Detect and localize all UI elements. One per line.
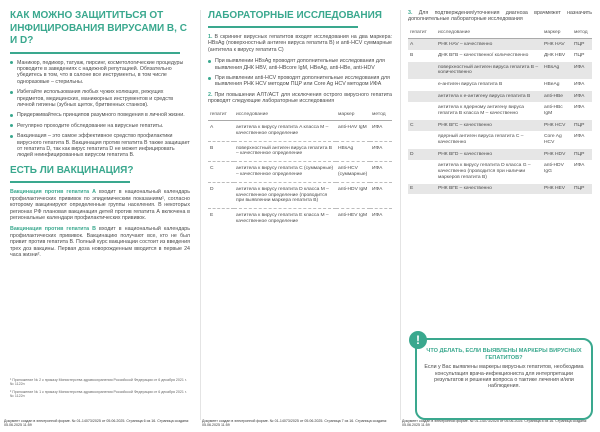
cell-hepatitis: E [408, 183, 436, 195]
list-item: Вакцинация – это самое эффективное средство профилактики вирусного гепатита B. Вакцинация против гепатита B также защищает от гепатита D, так как вирус гепатита D не может инфицировать людей неинфицированных вирусом гепатита B. [10, 133, 190, 159]
cell-study: антитела к e-антигену вируса гепатита B [436, 91, 542, 103]
cell-study: РНК ВГС – качественно [436, 120, 542, 132]
footnote-1: ¹ Приложение № 2 к приказу Министерства здравоохранения Российской Федерации от 6 декабря 2021 г. № 1122н [10, 378, 187, 387]
cell-method: ПЦР [572, 183, 592, 195]
lab-title: ЛАБОРАТОРНЫЕ ИССЛЕДОВАНИЯ [208, 10, 382, 21]
cell-method: ИФА [572, 62, 592, 79]
table-row [208, 162, 392, 183]
cell-study: e-антиген вируса гепатита B [436, 79, 542, 91]
alt-ast-text: При повышении АЛТ/АСТ для исключения острого вирусного гепатита проводят следующие лабораторные исследования [208, 91, 392, 105]
screening-paragraph [208, 34, 392, 53]
cell-method: ИФА [572, 91, 592, 103]
acute-hepatitis-table [208, 110, 392, 229]
cell-method: ИФА [372, 166, 383, 172]
cell-hepatitis: C [210, 166, 214, 172]
table-row [408, 183, 592, 195]
cell-marker: HBsAg [542, 62, 572, 79]
table-row [408, 62, 592, 79]
cell-study: ДНК ВГВ – качественно/ количественно [436, 50, 542, 62]
protection-list [10, 60, 190, 159]
document-stamp: Документ создан в электронной форме. № 01-14073/2025 от 05.06.2025. Страница 7 из 16. Страница создана: 05.06.2025 11:59 [202, 419, 388, 428]
footnotes [10, 378, 190, 398]
list-item: Придерживайтесь принципов разумного поведения в личной жизни. [10, 112, 190, 118]
cell-method: ПЦР [572, 50, 592, 62]
cell-method: ИФА [372, 213, 383, 219]
vaccination-b-paragraph [10, 226, 190, 258]
cell-hepatitis: D [210, 186, 214, 192]
header-marker: маркер [336, 110, 370, 121]
exclamation-icon: ! [409, 331, 427, 349]
table-row [408, 79, 592, 91]
cell-marker: Core Ag HCV [542, 131, 572, 148]
table-row [208, 141, 392, 162]
cell-study: поверхностный антиген вируса гепатита B – качественное определение [236, 145, 333, 157]
document-stamp: Документ создан в электронной форме. № 01-14073/2025 от 05.06.2025. Страница 8 из 16. Страница создана: 05.06.2025 11:59 [402, 419, 588, 428]
cell-method: ИФА [572, 79, 592, 91]
header-hepatitis: гепатит [208, 110, 234, 121]
markers-callout [415, 333, 593, 420]
header-method: метод [370, 110, 392, 121]
header-hepatitis: гепатит [408, 28, 436, 39]
item-number: 1. [208, 34, 213, 40]
cell-method: ПЦР [572, 120, 592, 132]
header-method: метод [572, 28, 592, 39]
cell-hepatitis [408, 102, 436, 119]
confirmation-paragraph [408, 10, 592, 23]
cell-method: ИФА [572, 102, 592, 119]
cell-method: ИФА [572, 160, 592, 183]
callout-title: ЧТО ДЕЛАТЬ, ЕСЛИ ВЫЯВЛЕНЫ МАРКЕРЫ ВИРУСНЫХ ГЕПАТИТОВ? [426, 348, 582, 361]
list-item: Избегайте использования любых чужих колющих, режущих предметов, медицинских, маникюрных инструментов и средств личной гигиены (зубных щеток, бритвенных станков). [10, 89, 190, 108]
table-header-row [208, 110, 392, 121]
middle-column [202, 0, 398, 432]
cell-study: антитела к вирусу гепатита C (суммарные) – качественное определение [236, 166, 334, 177]
cell-method: ПЦР [572, 39, 592, 51]
cell-method: ИФА [372, 186, 383, 192]
cell-marker: РНК HCV [542, 120, 572, 132]
cell-study: антитела к вирусу гепатита E класса M – качественное определение [236, 213, 329, 224]
cell-hepatitis: B [408, 50, 436, 62]
cell-method: ИФА [372, 145, 383, 151]
cell-marker: РНК HAV [542, 39, 572, 51]
cell-marker: anti-HDV IgG [542, 160, 572, 183]
cell-marker: anti-HBc IgM [542, 102, 572, 119]
table-row [408, 160, 592, 183]
cell-marker: anti-HBe [542, 91, 572, 103]
confirmation-text: Для подтверждения/уточнения диагноза врачмежет назначить дополнительные лабораторные исследования [408, 10, 592, 23]
document-stamp: Документ создан в электронной форме. № 01-14073/2025 от 05.06.2025. Страница 6 из 16. Страница создана: 05.06.2025 11:59 [4, 419, 190, 428]
table-row [408, 120, 592, 132]
cell-marker: HBeAg [542, 79, 572, 91]
callout-text: Если у Вас выявлены маркеры вирусных гепатитов, необходима консультация врача-инфекциониста для интерпретации результатов и решения вопроса о тактике лечения и/или наблюдения. [424, 364, 584, 390]
confirmation-table [408, 28, 592, 196]
screening-text: В скрининг вирусных гепатитов входят исследования на два маркера: HBsAg (поверхностный антиген вируса гепатита B) и anti-HCV суммарные (антитела к вирусу гепатита C) [208, 34, 392, 53]
table-row [408, 131, 592, 148]
cell-study: ядерный антиген вируса гепатита C – качественно [436, 131, 542, 148]
cell-method: ПЦР [572, 149, 592, 161]
item-number: 2. [208, 91, 213, 98]
item-number: 3. [408, 10, 413, 16]
left-column [0, 0, 198, 432]
vaccination-b-lead: Вакцинация против гепатита B [10, 226, 96, 233]
cell-hepatitis: D [408, 149, 436, 161]
cell-marker: РНК HDV [542, 149, 572, 161]
cell-study: антитела к вирусу гепатита A класса M – качественное определение [236, 124, 329, 136]
cell-marker: РНК HEV [542, 183, 572, 195]
screening-list [208, 58, 392, 88]
protection-title: КАК МОЖНО ЗАЩИТИТЬСЯ ОТ ИНФИЦИРОВАНИЯ ВИРУСАМИ B, C И D? [10, 10, 187, 46]
cell-hepatitis: A [408, 39, 436, 51]
title-underline [10, 181, 130, 183]
cell-marker: ДНК HBV [542, 50, 572, 62]
table-row [408, 50, 592, 62]
cell-hepatitis [408, 131, 436, 148]
alt-ast-paragraph [208, 92, 392, 105]
cell-method: ИФА [372, 124, 383, 130]
header-study: исследование [234, 110, 336, 121]
list-item: При выявлении anti-HCV проводят дополнительные исследования для выявления РНК HCV методом ПЦР или Core Ag HCV методом ИФА [208, 75, 392, 88]
header-study: исследование [436, 28, 542, 39]
table-header-row [408, 28, 592, 39]
cell-marker: anti-HAV IgM [338, 124, 367, 130]
cell-hepatitis [408, 62, 436, 79]
cell-hepatitis [408, 79, 436, 91]
table-row [208, 120, 392, 141]
list-item: При выявлении HBsAg проводят дополнительные исследования для выявления ДНК HBV, anti-HBcore IgM, HBeAg, anti-HBe, anti-HDV [208, 58, 392, 71]
cell-method: ИФА [572, 131, 592, 148]
cell-study: антитела к ядерному антигену вируса гепатита B класса M – качественно [436, 102, 542, 119]
cell-hepatitis [408, 160, 436, 183]
title-underline [10, 52, 180, 54]
table-row [408, 102, 592, 119]
table-row [208, 209, 392, 229]
cell-hepatitis [408, 91, 436, 103]
cell-study: поверхностный антиген вируса гепатита B – количественно [436, 62, 542, 79]
vaccination-a-paragraph [10, 189, 190, 221]
vaccination-b-text: входит в национальный календарь профилактических прививок. Вакцинацию получают все, кто не был привит против гепатита B. Полный курс вакцинации состоит из введения трех доз вакцины. Первая доза новорожденным вводится в первые 24 часа жизни². [10, 226, 190, 258]
cell-marker: anti-HEV IgM [338, 213, 368, 219]
cell-marker: anti-HDV IgM [338, 186, 368, 192]
cell-hepatitis: A [210, 124, 214, 130]
cell-study: РНК ВГD – качественно [436, 149, 542, 161]
footnote-2: ² Приложение № 1 к приказу Министерства здравоохранения Российской Федерации от 6 декабря 2021 г. № 1122н [10, 389, 187, 398]
table-row [208, 182, 392, 208]
list-item: Регулярно проходите обследование на вирусные гепатиты. [10, 123, 190, 129]
cell-study: антитела к вирусу гепатита D класса M – качественное определение (проводится при выявлении маркера гепатита B) [236, 186, 329, 204]
cell-marker: HBsAg [338, 145, 354, 151]
cell-hepatitis: B [210, 145, 214, 151]
list-item: Маникюр, педикюр, татуаж, пирсинг, косметологические процедуры проводите в заведениях с надежной репутацией. Обязательно убедитесь в том, что в салоне все инструменты, в том числе одноразовые – стерильны. [10, 60, 190, 86]
vaccination-a-lead: Вакцинация против гепатита А [10, 189, 96, 196]
cell-study: РНК ВГЕ – качественно [436, 183, 542, 195]
table-row [408, 39, 592, 51]
table-row [408, 149, 592, 161]
title-underline [208, 26, 358, 28]
vaccination-a-text: входит в национальный календарь профилактических прививок по эпидемическим показаниям¹, согласно которому вакцинируют определенные группы населения. В некоторых регионах РФ плановая вакцинация детей против гепатита А включена в региональные календари профилактических прививок. [10, 189, 190, 221]
header-marker: маркер [542, 28, 572, 39]
column-divider [200, 10, 201, 420]
vaccination-title: ЕСТЬ ЛИ ВАКЦИНАЦИЯ? [10, 164, 134, 176]
column-divider [400, 10, 401, 420]
cell-study: РНК HAV – качественно [436, 39, 542, 51]
cell-study: антитела к вирусу гепатита D класса G – качественно (проводится при наличии маркеров гепатита B) [436, 160, 542, 183]
cell-hepatitis: C [408, 120, 436, 132]
cell-marker: anti-HCV (суммарные) [338, 166, 368, 177]
table-row [408, 91, 592, 103]
cell-hepatitis: E [210, 213, 214, 219]
